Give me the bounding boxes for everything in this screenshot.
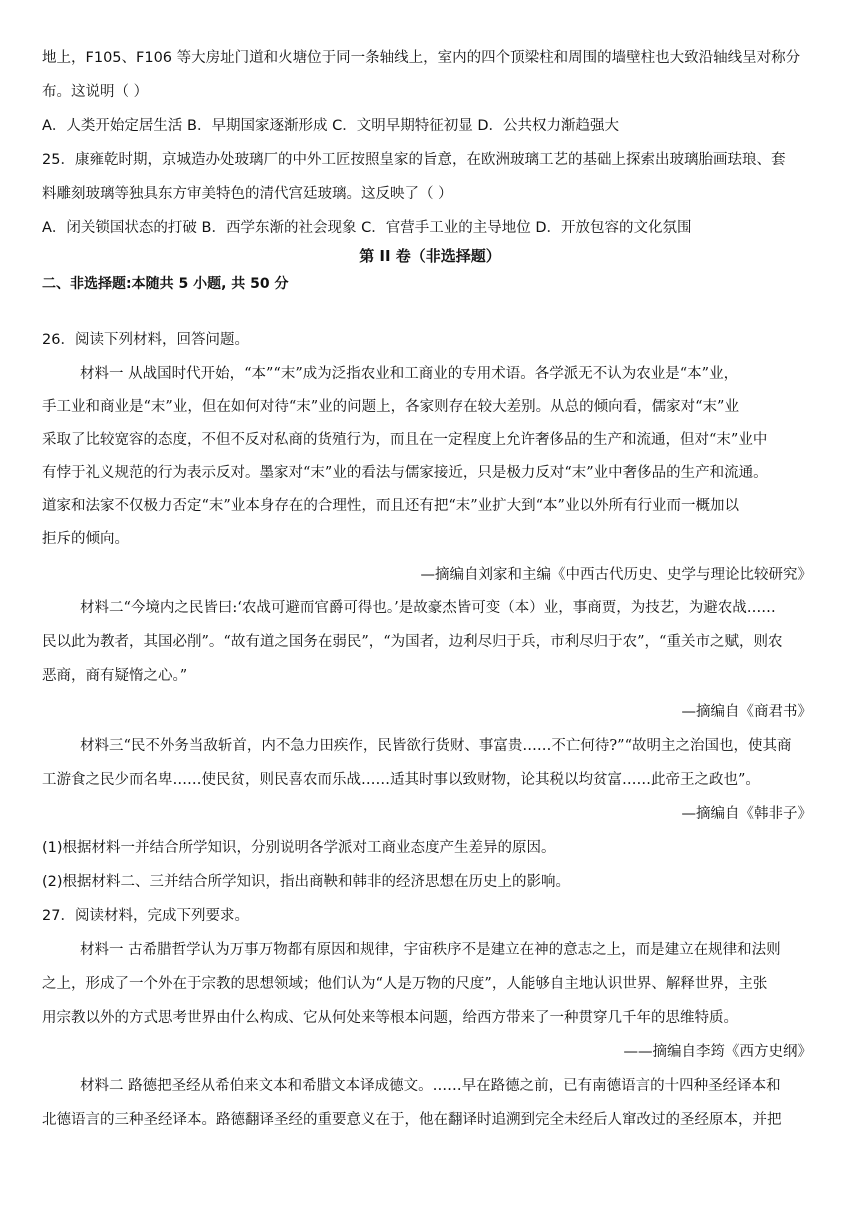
q27-intro: 27．阅读材料，完成下列要求。 (42, 908, 249, 924)
q24-stem-line-1: 地上，F105、F106 等大房址门道和火塘位于同一条轴线上，室内的四个顶梁柱和周围的墙壁柱也大致沿轴线呈对称分 (42, 50, 801, 66)
q24-options: A．人类开始定居生活 B．早期国家逐渐形成 C．文明早期特征初显 D．公共权力渐趋强大 (42, 118, 619, 134)
section-title: 第 II 卷（非选择题） (359, 247, 501, 265)
q26-material-2-line: 民以此为教者，其国必削”。“故有道之国务在弱民”，“为国者，边利尽归于兵，市利尽归于农”，“重关市之赋，则农 (42, 634, 783, 650)
q26-material-2-source: —摘编自《商君书》 (681, 704, 812, 720)
section-subtitle: 二、非选择题:本随共 5 小题, 共 50 分 (42, 276, 289, 292)
q26-material-1-line: 拒斥的倾向。 (42, 531, 129, 547)
q26-question-2: (2)根据材料二、三并结合所学知识，指出商鞅和韩非的经济思想在历史上的影响。 (42, 874, 571, 890)
q27-material-2-line: 北德语言的三种圣经译本。路德翻译圣经的重要意义在于，他在翻译时追溯到完全未经后人窜改过的圣经原本，并把 (42, 1112, 782, 1128)
q26-material-3-line: 工游食之民少而名卑……使民贫，则民喜农而乐战……适其时事以致财物，论其税以均贫富……此帝王之政也”。 (42, 772, 760, 788)
q26-material-1-source: —摘编自刘家和主编《中西古代历史、史学与理论比较研究》 (420, 567, 812, 583)
q26-material-2-line: 恶商，商有疑惰之心。” (42, 668, 188, 684)
q26-question-1: (1)根据材料一并结合所学知识，分别说明各学派对工商业态度产生差异的原因。 (42, 840, 556, 856)
q26-material-3-line: 材料三“民不外务当敌斩首，内不急力田疾作，民皆欲行货财、事富贵……不亡何待?”“故明主之治国也，使其商 (80, 738, 792, 754)
q26-material-1-line: 有悖于礼义规范的行为表示反对。墨家对“末”业的看法与儒家接近，只是极力反对“末”业中奢侈品的生产和流通。 (42, 465, 768, 481)
q27-material-2-line: 材料二 路德把圣经从希伯来文本和希腊文本译成德文。……早在路德之前，已有南德语言的十四种圣经译本和 (80, 1078, 781, 1094)
q25-stem-line-1: 25．康雍乾时期，京城造办处玻璃厂的中外工匠按照皇家的旨意，在欧洲玻璃工艺的基础上探索出玻璃胎画珐琅、套 (42, 152, 786, 168)
q26-material-1-line: 手工业和商业是“末”业，但在如何对待“末”业的问题上，各家则存在较大差别。从总的倾向看，儒家对“末”业 (42, 399, 739, 415)
q25-stem-line-2: 料雕刻玻璃等独具东方审美特色的清代宫廷玻璃。这反映了（ ） (42, 186, 453, 202)
q26-material-1-line: 材料一 从战国时代开始，“本”“末”成为泛指农业和工商业的专用术语。各学派无不认为农业是“本”业， (80, 366, 739, 382)
q26-material-3-source: —摘编自《韩非子》 (681, 806, 812, 822)
q26-material-2-line: 材料二“今境内之民皆曰:‘农战可避而官爵可得也。’是故豪杰皆可变（本）业，事商贾，为技艺，为避农战…… (80, 600, 776, 616)
q26-material-1-line: 道家和法家不仅极力否定“末”业本身存在的合理性，而且还有把“末”业扩大到“本”业以外所有行业而一概加以 (42, 498, 739, 514)
q24-stem-line-2: 布。这说明（ ） (42, 84, 149, 100)
q25-options: A．闭关锁国状态的打破 B．西学东渐的社会现象 C．官营手工业的主导地位 D．开放包容的文化氛围 (42, 220, 692, 236)
q27-material-1-source: ——摘编自李筠《西方史纲》 (623, 1044, 812, 1060)
q26-material-1-line: 采取了比较宽容的态度，不但不反对私商的货殖行为，而且在一定程度上允许奢侈品的生产和流通，但对“末”业中 (42, 432, 768, 448)
q27-material-1-line: 之上，形成了一个外在于宗教的思想领域；他们认为“人是万物的尺度”，人能够自主地认识世界、解释世界，主张 (42, 976, 768, 992)
q27-material-1-line: 用宗教以外的方式思考世界由什么构成、它从何处来等根本问题，给西方带来了一种贯穿几千年的思维特质。 (42, 1010, 738, 1026)
q26-intro: 26．阅读下列材料，回答问题。 (42, 332, 249, 348)
q27-material-1-line: 材料一 古希腊哲学认为万事万物都有原因和规律，宇宙秩序不是建立在神的意志之上，而是建立在规律和法则 (80, 942, 781, 958)
